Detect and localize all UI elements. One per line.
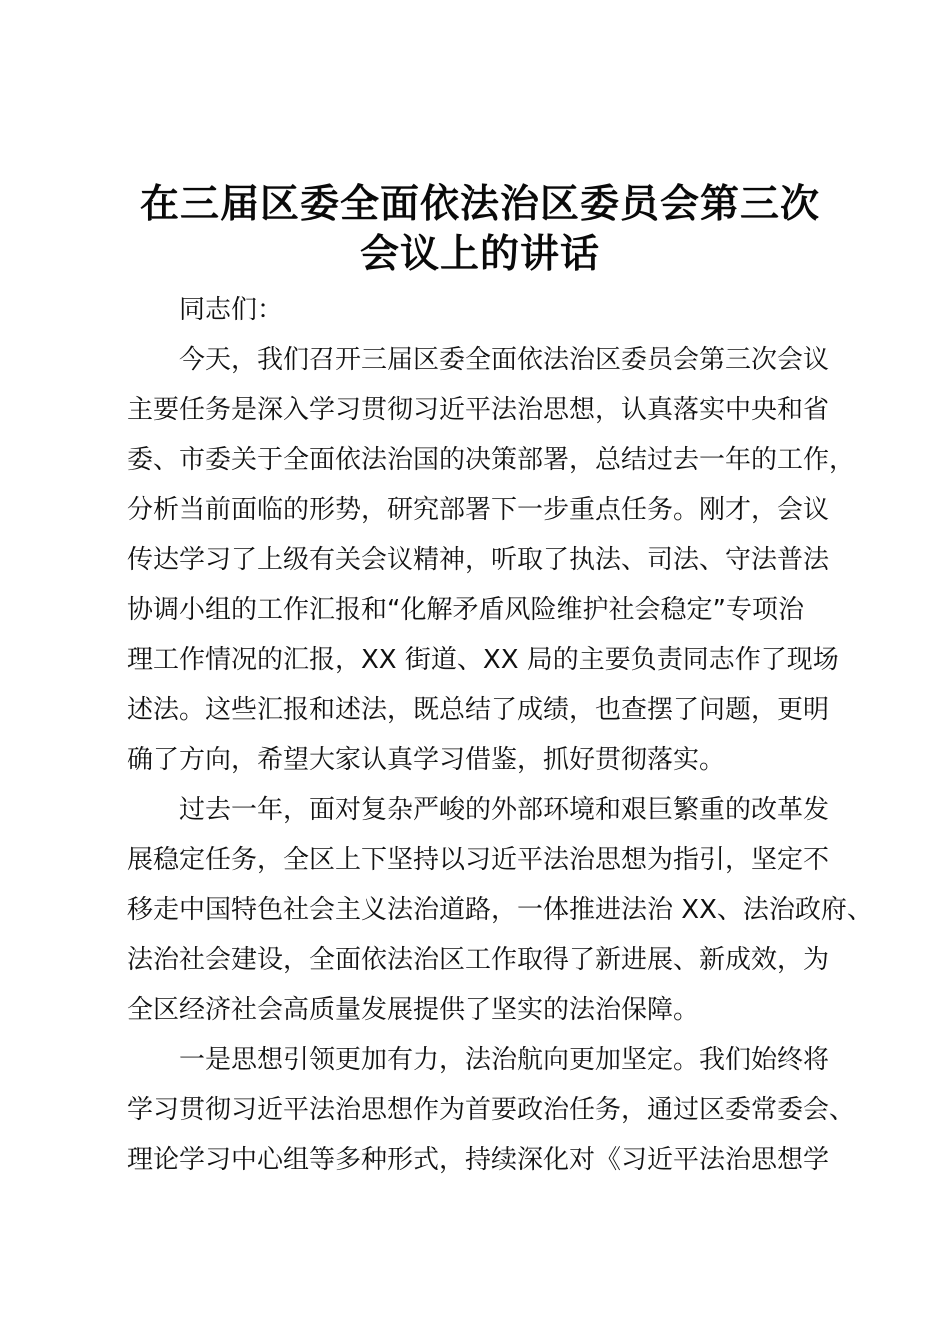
paragraph-line: 一是思想引领更加有力，法治航向更加坚定。我们始终将 (179, 1045, 830, 1075)
salutation: 同志们： (179, 295, 284, 325)
title-line-2: 会议上的讲话 (359, 232, 600, 277)
paragraph-line: 委、市委关于全面依法治国的决策部署，总结过去一年的工作， (127, 445, 856, 475)
paragraph-2 (127, 785, 873, 1035)
title-line-1: 在三届区委全面依法治区委员会第三次 (139, 182, 820, 227)
paragraph-line: 理工作情况的汇报，XX 街道、XX 局的主要负责同志作了现场 (127, 645, 839, 675)
paragraph-line: 学习贯彻习近平法治思想作为首要政治任务，通过区委常委会、 (127, 1095, 856, 1125)
paragraph-line: 理论学习中心组等多种形式，持续深化对《习近平法治思想学 (127, 1145, 830, 1175)
paragraph-line: 全区经济社会高质量发展提供了坚实的法治保障。 (127, 995, 700, 1025)
paragraph-line: 述法。这些汇报和述法，既总结了成绩，也查摆了问题，更明 (127, 695, 830, 725)
paragraph-line: 分析当前面临的形势，研究部署下一步重点任务。刚才，会议 (127, 495, 830, 525)
paragraph-line: 移走中国特色社会主义法治道路，一体推进法治 XX、法治政府、 (127, 895, 873, 925)
paragraph-line: 展稳定任务，全区上下坚持以习近平法治思想为指引，坚定不 (127, 845, 830, 875)
paragraph-line: 过去一年，面对复杂严峻的外部环境和艰巨繁重的改革发 (179, 795, 830, 825)
paragraph-line: 主要任务是深入学习贯彻习近平法治思想，认真落实中央和省 (127, 395, 830, 425)
document-body (127, 285, 873, 1185)
document-title (110, 180, 850, 280)
paragraph-1 (127, 335, 857, 785)
paragraph-line: 传达学习了上级有关会议精神，听取了执法、司法、守法普法 (127, 545, 830, 575)
paragraph-line: 法治社会建设，全面依法治区工作取得了新进展、新成效，为 (127, 945, 830, 975)
paragraph-line: 确了方向，希望大家认真学习借鉴，抓好贯彻落实。 (127, 745, 726, 775)
paragraph-line: 今天，我们召开三届区委全面依法治区委员会第三次会议 (179, 345, 830, 375)
paragraph-line: 协调小组的工作汇报和“化解矛盾风险维护社会稳定”专项治 (127, 595, 804, 625)
paragraph-3 (127, 1035, 857, 1185)
